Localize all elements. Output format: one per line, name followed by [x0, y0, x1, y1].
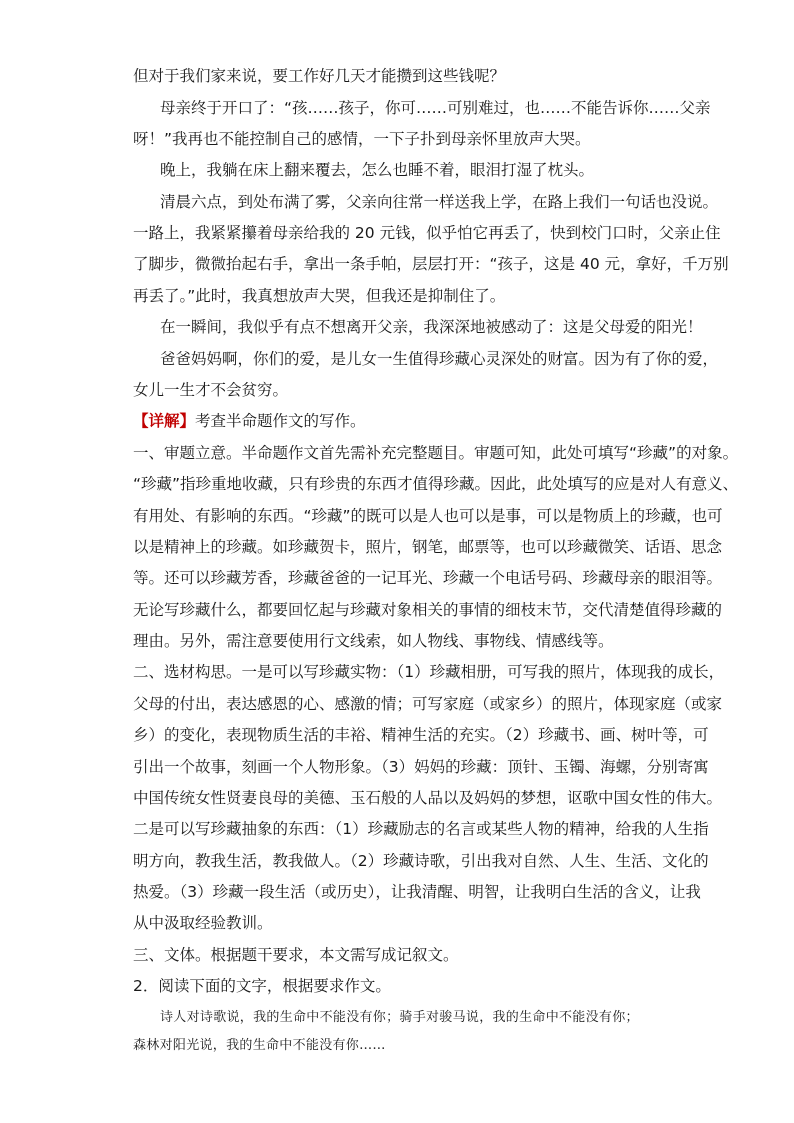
analysis-line-15: 热爱。（3）珍藏一段生活（或历史），让我清醒、明智，让我明白生活的含义，让我: [133, 883, 701, 901]
analysis-line-2: “珍藏”指珍重地收藏，只有珍贵的东西才值得珍藏。因此，此处填写的应是对人有意义、: [133, 475, 739, 493]
analysis-line-11: 引出一个故事，刻画一个人物形象。（3）妈妈的珍藏：顶针、玉镯、海螺，分别寄寓: [133, 758, 709, 776]
analysis-line-14: 明方向，教我生活，教我做人。（2）珍藏诗歌，引出我对自然、人生、生活、文化的: [133, 852, 709, 870]
analysis-line-7: 理由。另外，需注意要使用行文线索，如人物线、事物线、情感线等。: [133, 632, 614, 650]
analysis-line-5: 等。还可以珍藏芳香，珍藏爸爸的一记耳光、珍藏一个电话号码、珍藏母亲的眼泪等。: [133, 569, 723, 587]
essay-line-7: 了脚步，微微抬起右手，拿出一条手帕，层层打开：“孩子，这是 40 元，拿好，千万别: [133, 255, 729, 273]
analysis-line-12: 中国传统女性贤妻良母的美德、玉石般的人品以及妈妈的梦想，讴歌中国女性的伟大。: [133, 789, 723, 807]
essay-line-3: 呀！”我再也不能控制自己的感情，一下子扑到母亲怀里放声大哭。: [133, 130, 591, 148]
analysis-line-16: 从中汲取经验教训。: [133, 914, 273, 932]
analysis-line-13: 二是可以写珍藏抽象的东西：（1）珍藏励志的名言或某些人物的精神，给我的人生指: [133, 820, 709, 838]
question-title: 2．阅读下面的文字，根据要求作文。: [133, 977, 391, 995]
analysis-label: 详解: [148, 412, 180, 430]
analysis-label-close: 】: [179, 412, 196, 430]
essay-line-5: 清晨六点，到处布满了雾，父亲向往常一样送我上学，在路上我们一句话也没说。: [160, 193, 719, 211]
analysis-heading: [133, 411, 668, 431]
analysis-line-4: 以是精神上的珍藏。如珍藏贺卡，照片，钢笔，邮票等，也可以珍藏微笑、话语、思念: [133, 538, 723, 556]
analysis-label-open: 【: [133, 412, 149, 430]
analysis-line-6: 无论写珍藏什么，都要回忆起与珍藏对象相关的事情的细枝末节，交代清楚值得珍藏的: [133, 601, 723, 619]
analysis-line-10: 乡）的变化，表现物质生活的丰裕、精神生活的充实。（2）珍藏书、画、树叶等，可: [133, 726, 709, 744]
analysis-line-17: 三、文体。根据题干要求，本文需写成记叙文。: [133, 946, 459, 964]
essay-line-6: 一路上，我紧紧攥着母亲给我的 20 元钱，似乎怕它再丢了，快到校门口时，父亲止住: [133, 224, 721, 242]
analysis-intro: 考查半命题作文的写作。: [195, 412, 366, 430]
essay-line-2: 母亲终于开口了：“孩……孩子，你可……可别难过，也……不能告诉你……父亲: [160, 99, 711, 117]
essay-line-9: 在一瞬间，我似乎有点不想离开父亲，我深深地被感动了：这是父母爱的阳光！: [160, 318, 703, 336]
analysis-line-3: 有用处、有影响的东西。“珍藏”的既可以是人也可以是事，可以是物质上的珍藏，也可: [133, 507, 723, 525]
question-poem-line-1: 诗人对诗歌说，我的生命中不能没有你；骑手对骏马说，我的生命中不能没有你；: [160, 1010, 639, 1025]
essay-line-11: 女儿一生才不会贫穷。: [133, 381, 289, 399]
essay-line-10: 爸爸妈妈啊，你们的爱，是儿女一生值得珍藏心灵深处的财富。因为有了你的爱，: [160, 350, 719, 368]
analysis-line-1: 一、审题立意。半命题作文首先需补充完整题目。审题可知，此处可填写“珍藏”的对象。: [133, 444, 739, 462]
essay-line-8: 再丢了。”此时，我真想放声大哭，但我还是抑制住了。: [133, 287, 506, 305]
analysis-line-9: 父母的付出，表达感恩的心、感激的情；可写家庭（或家乡）的照片，体现家庭（或家: [133, 695, 723, 713]
question-poem-line-2: 森林对阳光说，我的生命中不能没有你……: [133, 1038, 386, 1053]
essay-line-1: 但对于我们家来说，要工作好几天才能攒到这些钱呢？: [133, 67, 506, 85]
analysis-line-8: 二、选材构思。一是可以写珍藏实物：（1）珍藏相册，可写我的照片，体现我的成长，: [133, 663, 725, 681]
essay-line-4: 晚上，我躺在床上翻来覆去，怎么也睡不着，眼泪打湿了枕头。: [160, 161, 595, 179]
